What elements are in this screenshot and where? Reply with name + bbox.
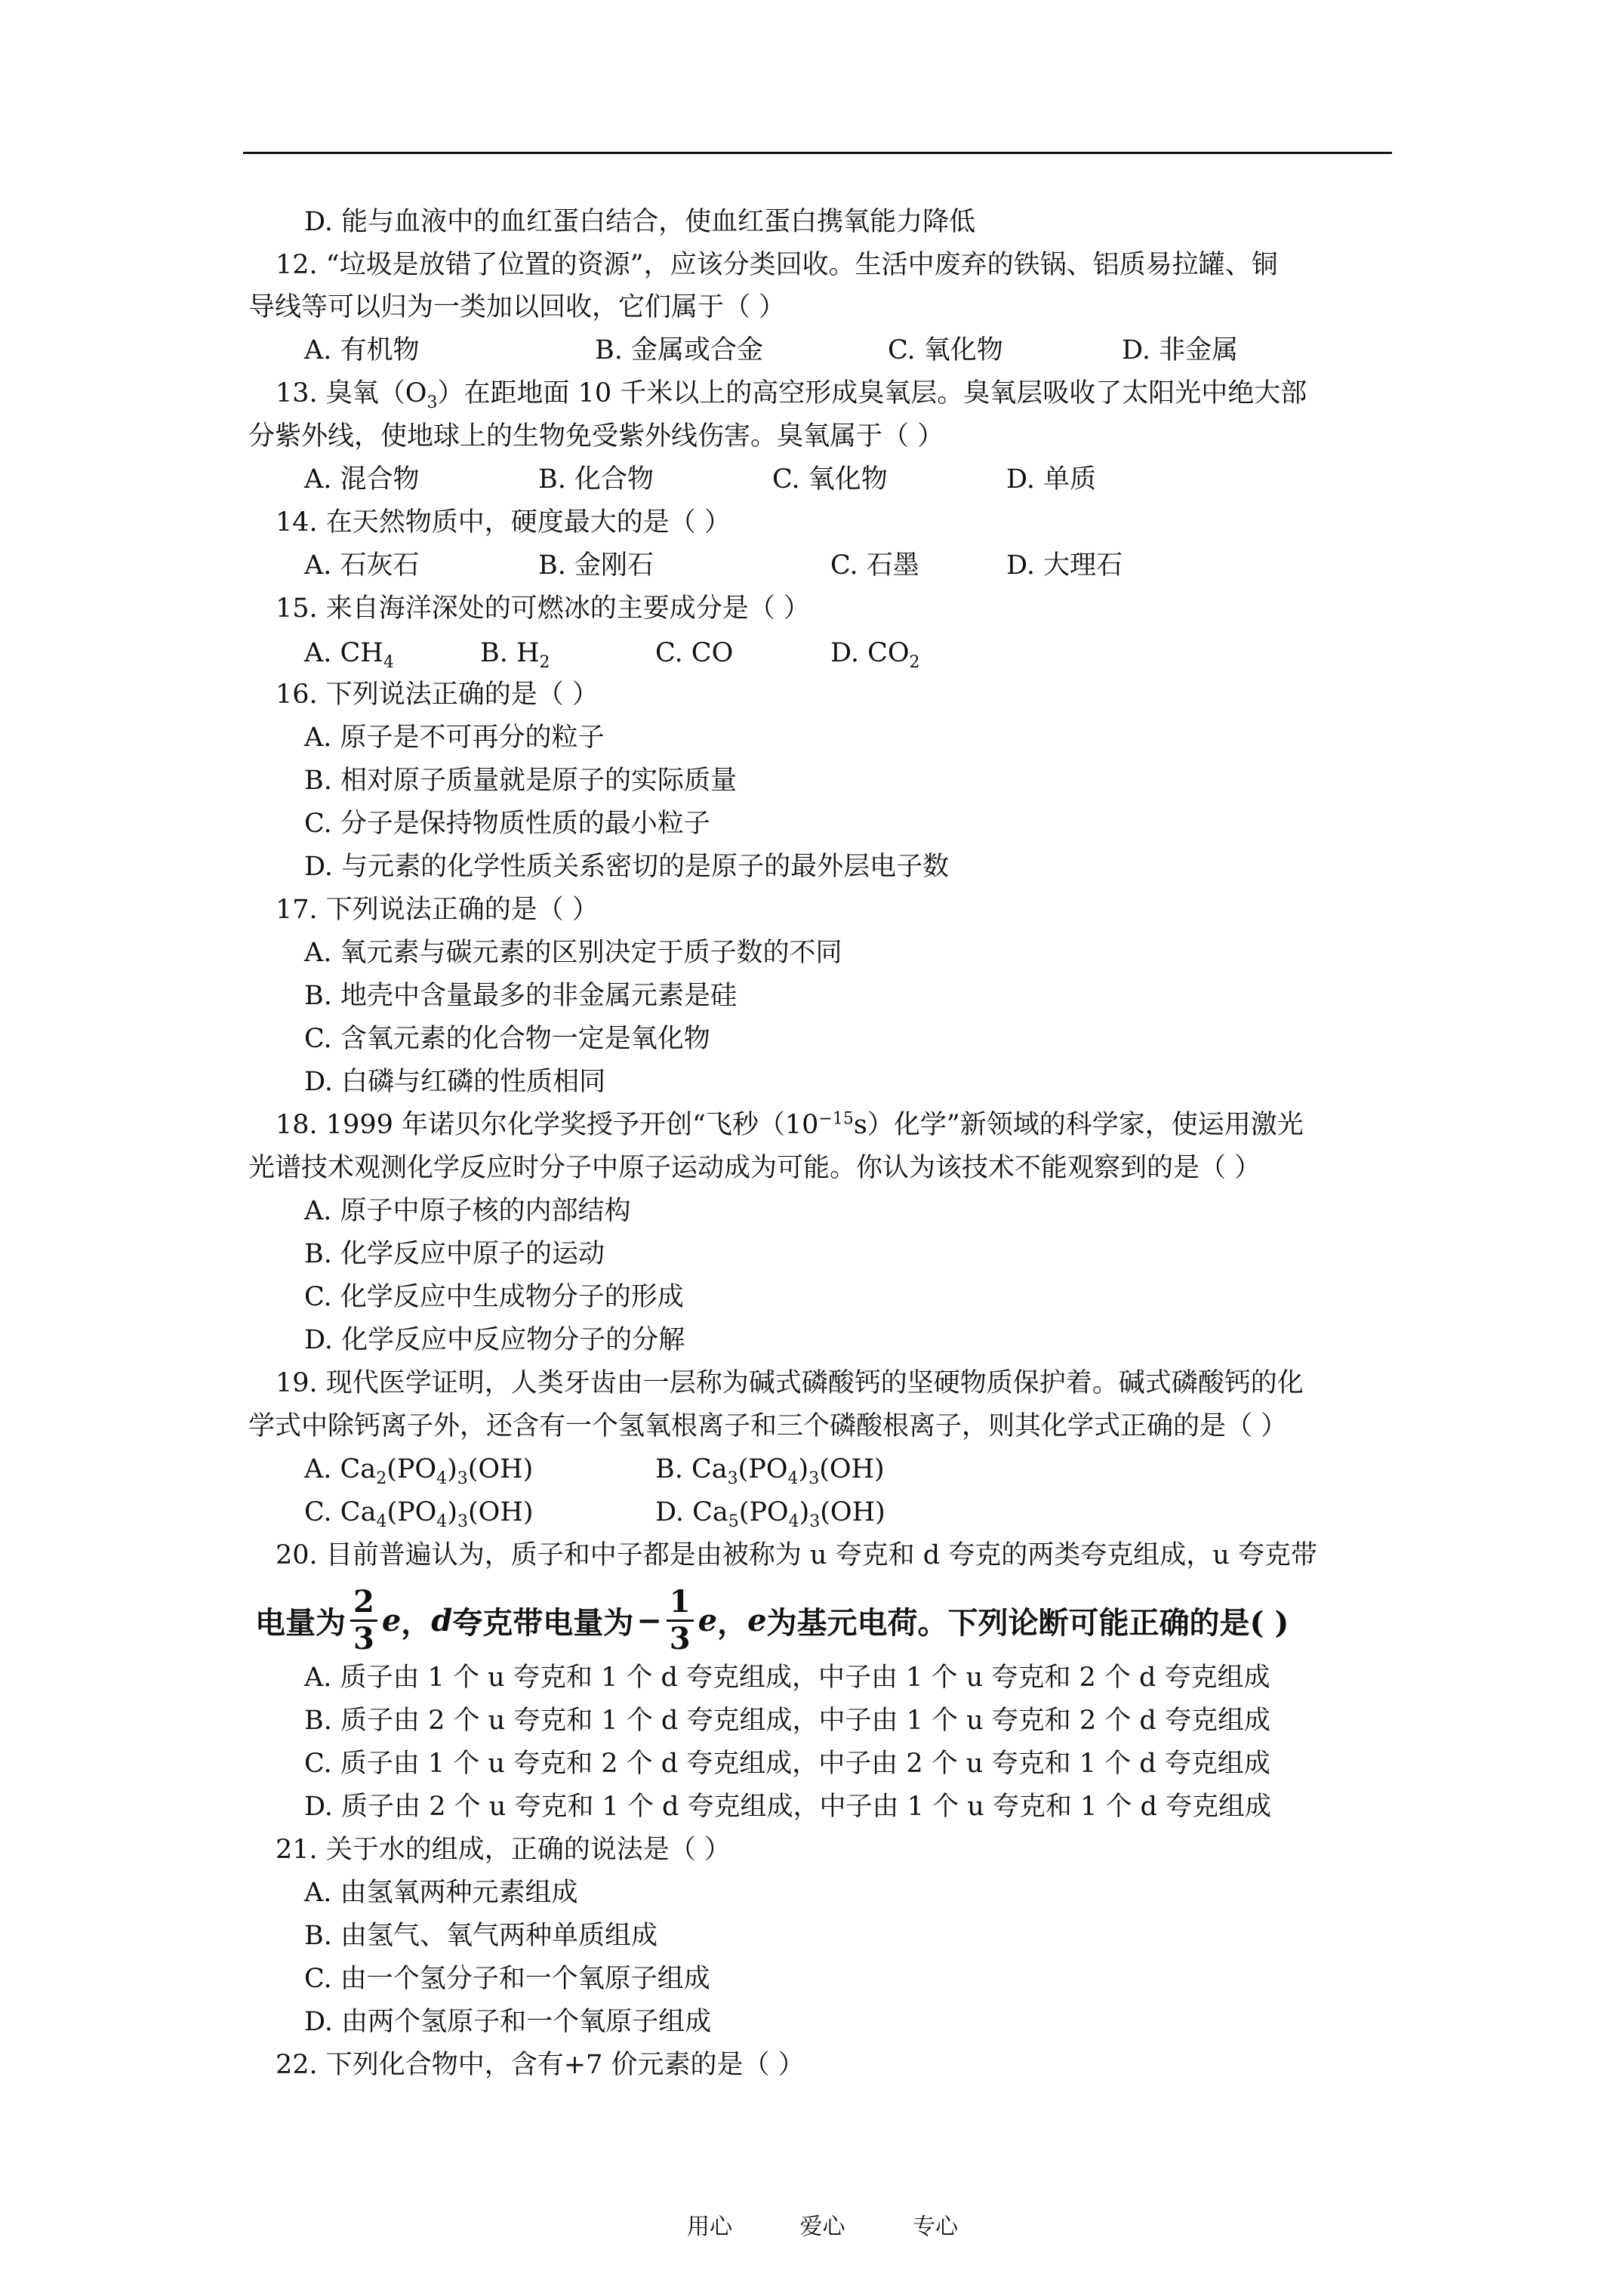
q21-option-b: B. 由氢气、氧气两种单质组成: [304, 1921, 658, 1951]
q13-option-d: D. 单质: [1006, 464, 1097, 495]
q12-option-a: A. 有机物: [304, 335, 420, 365]
q15-stem: 15. 来自海洋深处的可燃冰的主要成分是（ ）: [276, 593, 810, 624]
q13-option-b: B. 化合物: [538, 464, 654, 495]
q12-option-b: B. 金属或合金: [595, 335, 763, 365]
q15-option-a: A. $CH_4$: [304, 638, 394, 672]
q14-option-d: D. 大理石: [1006, 550, 1123, 581]
q11-option-d: D. 能与血液中的血红蛋白结合，使血红蛋白携氧能力降低: [304, 207, 976, 237]
q18-option-d: D. 化学反应中反应物分子的分解: [304, 1325, 685, 1355]
q19-option-c: C. $Ca_4(PO_4)_3(OH)$: [304, 1497, 534, 1531]
q14-option-b: B. 金刚石: [538, 550, 654, 581]
q21-option-c: C. 由一个氢分子和一个氧原子组成: [304, 1964, 710, 1994]
q17-option-a: A. 氧元素与碳元素的区别决定于质子数的不同: [304, 938, 842, 968]
q19-option-b: B. $Ca_3(PO_4)_3(OH)$: [655, 1454, 885, 1488]
q20-stem-line1: 20. 目前普遍认为，质子和中子都是由被称为 u 夸克和 d 夸克的两类夸克组成，u 夸克带: [276, 1540, 1317, 1570]
page-footer: [687, 2208, 1018, 2241]
footer-text: 爱心: [799, 2214, 845, 2240]
q12-option-c: C. 氧化物: [888, 335, 1003, 365]
q13-option-a: A. 混合物: [304, 464, 420, 495]
header-rule: [243, 152, 1392, 154]
q17-option-d: D. 白磷与红磷的性质相同: [304, 1067, 606, 1097]
q18-stem-line2: 光谱技术观测化学反应时分子中原子运动成为可能。你认为该技术不能观察到的是（ ）: [248, 1153, 1261, 1183]
q20-option-d: D. 质子由 2 个 u 夸克和 1 个 d 夸克组成，中子由 1 个 u 夸克和 1 个 d 夸克组成: [304, 1792, 1272, 1822]
q12-stem-line1: 12. “垃圾是放错了位置的资源”，应该分类回收。生活中废弃的铁锅、铝质易拉罐、铜: [276, 250, 1278, 280]
q20-charge-formula: 电量为 $\frac{2}{3}$ e ， d 夸克带电量为 − $\frac{1}{3}$ e ， e 为基元电荷。下列论断可能正确的是( ): [255, 1583, 1289, 1657]
q15-option-d: D. $CO_2$: [830, 638, 920, 672]
q14-option-a: A. 石灰石: [304, 550, 420, 581]
q19-option-a: A. $Ca_2(PO_4)_3(OH)$: [304, 1454, 534, 1488]
q20-option-c: C. 质子由 1 个 u 夸克和 2 个 d 夸克组成，中子由 2 个 u 夸克和 1 个 d 夸克组成: [304, 1749, 1270, 1779]
q12-stem-line2: 导线等可以归为一类加以回收，它们属于（ ）: [248, 292, 786, 322]
q15-option-b: B. $H_2$: [480, 638, 550, 672]
q19-stem-line1: 19. 现代医学证明，人类牙齿由一层称为碱式磷酸钙的坚硬物质保护着。碱式磷酸钙的化: [276, 1368, 1304, 1398]
q15-option-c: C. CO: [655, 638, 734, 668]
q17-stem: 17. 下列说法正确的是（ ）: [276, 895, 599, 925]
q22-stem: 22. 下列化合物中，含有+7 价元素的是（ ）: [276, 2050, 805, 2080]
q16-option-b: B. 相对原子质量就是原子的实际质量: [304, 766, 737, 796]
q21-option-a: A. 由氢氧两种元素组成: [304, 1878, 578, 1908]
q18-option-c: C. 化学反应中生成物分子的形成: [304, 1282, 684, 1312]
q19-option-d: D. $Ca_5(PO_4)_3(OH)$: [655, 1497, 885, 1531]
q16-option-c: C. 分子是保持物质性质的最小粒子: [304, 809, 710, 839]
q17-option-c: C. 含氧元素的化合物一定是氧化物: [304, 1024, 710, 1054]
q19-stem-line2: 学式中除钙离子外，还含有一个氢氧根离子和三个磷酸根离子，则其化学式正确的是（ ）: [248, 1411, 1288, 1441]
q12-option-d: D. 非金属: [1122, 335, 1239, 365]
q21-stem: 21. 关于水的组成，正确的说法是（ ）: [276, 1835, 731, 1865]
q13-stem-line2: 分紫外线，使地球上的生物免受紫外线伤害。臭氧属于（ ）: [248, 421, 944, 451]
q13-option-c: C. 氧化物: [772, 464, 888, 495]
footer-text: 用心: [687, 2214, 732, 2240]
q18-stem-line1: 18. 1999 年诺贝尔化学奖授予开创“飞秒$(10^{-15}s)$化学”新领域的科学家，使运用激光: [276, 1109, 1304, 1140]
q18-option-a: A. 原子中原子核的内部结构: [304, 1196, 631, 1226]
q18-option-b: B. 化学反应中原子的运动: [304, 1239, 605, 1269]
q20-option-b: B. 质子由 2 个 u 夸克和 1 个 d 夸克组成，中子由 1 个 u 夸克和 2 个 d 夸克组成: [304, 1706, 1270, 1736]
q16-option-d: D. 与元素的化学性质关系密切的是原子的最外层电子数: [304, 852, 950, 882]
fraction-two-thirds: $\frac{2}{3}$: [350, 1585, 377, 1657]
q17-option-b: B. 地壳中含量最多的非金属元素是硅: [304, 981, 737, 1011]
q21-option-d: D. 由两个氢原子和一个氧原子组成: [304, 2007, 712, 2037]
q14-option-c: C. 石墨: [830, 550, 919, 581]
q16-option-a: A. 原子是不可再分的粒子: [304, 723, 605, 753]
q14-stem: 14. 在天然物质中，硬度最大的是（ ）: [276, 507, 731, 538]
q20-option-a: A. 质子由 1 个 u 夸克和 1 个 d 夸克组成，中子由 1 个 u 夸克和 2 个 d 夸克组成: [304, 1663, 1270, 1693]
q16-stem: 16. 下列说法正确的是（ ）: [276, 680, 599, 710]
fraction-one-third: $\frac{1}{3}$: [667, 1585, 694, 1657]
q13-stem-line1: 13. 臭氧$(O_3)$在距地面 10 千米以上的高空形成臭氧层。臭氧层吸收了太阳光中绝大部: [276, 378, 1307, 412]
footer-text: 专心: [913, 2214, 959, 2240]
